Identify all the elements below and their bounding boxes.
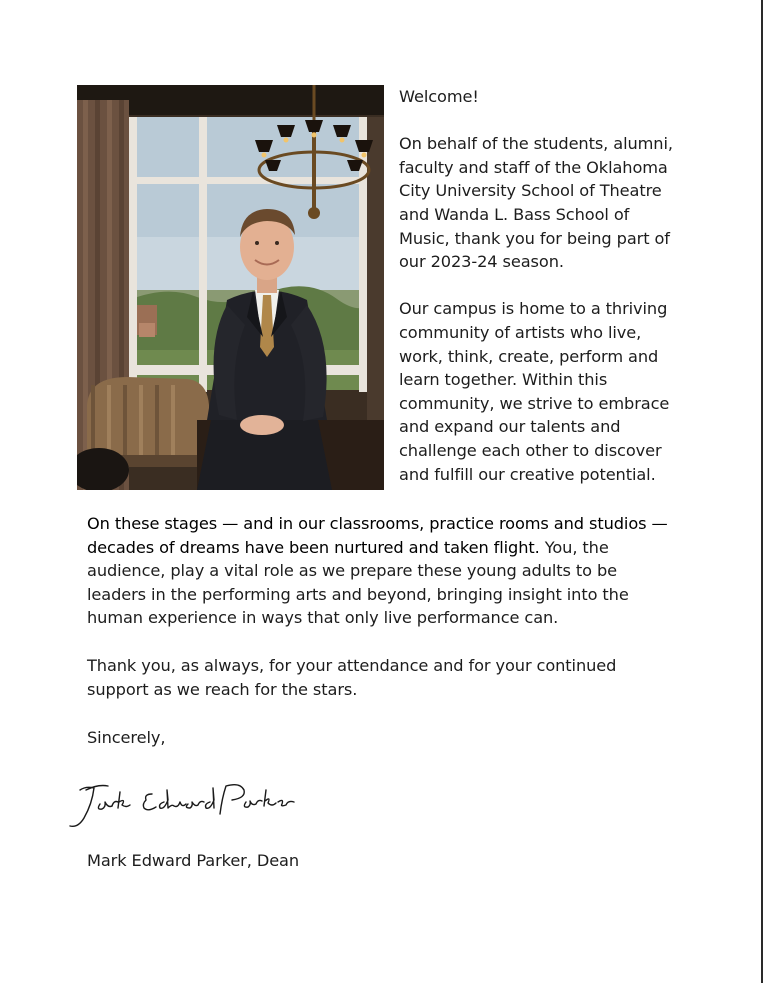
closing-text: Sincerely, <box>87 728 166 747</box>
paragraph-three <box>87 512 677 630</box>
portrait-illustration <box>77 85 384 490</box>
paragraph-three-lead: On these stages — and in our classrooms, practice rooms and studios — decades of dreams have been nurtured and taken flight. <box>87 514 668 557</box>
greeting: Welcome! <box>399 87 479 106</box>
dean-portrait-photo <box>77 85 384 490</box>
byline <box>87 849 677 873</box>
paragraph-three-rest: You, the audience, play a vital role as we prepare these young adults to be leaders in the performing arts and beyond, bringing insight into the human experience in ways that only live performance can. <box>87 537 629 628</box>
paragraph-four <box>87 654 677 701</box>
signature-drawing <box>64 774 304 834</box>
handwritten-signature <box>64 774 304 834</box>
paragraph-two: Our campus is home to a thriving community of artists who live, work, think, create, perform and learn together. Within this community, we strive to embrace and expand our talents and challenge each other to discover and fulfill our creative potential. <box>399 299 670 484</box>
intro-column <box>399 85 674 486</box>
paragraph-four-text: Thank you, as always, for your attendance and for your continued support as we reach for the stars. <box>87 656 617 699</box>
paragraph-one: On behalf of the students, alumni, faculty and staff of the Oklahoma City University School of Theatre and Wanda L. Bass School of Music, thank you for being part of our 2023-24 season. <box>399 134 673 272</box>
byline-text: Mark Edward Parker, Dean <box>87 851 300 870</box>
closing <box>87 726 677 750</box>
